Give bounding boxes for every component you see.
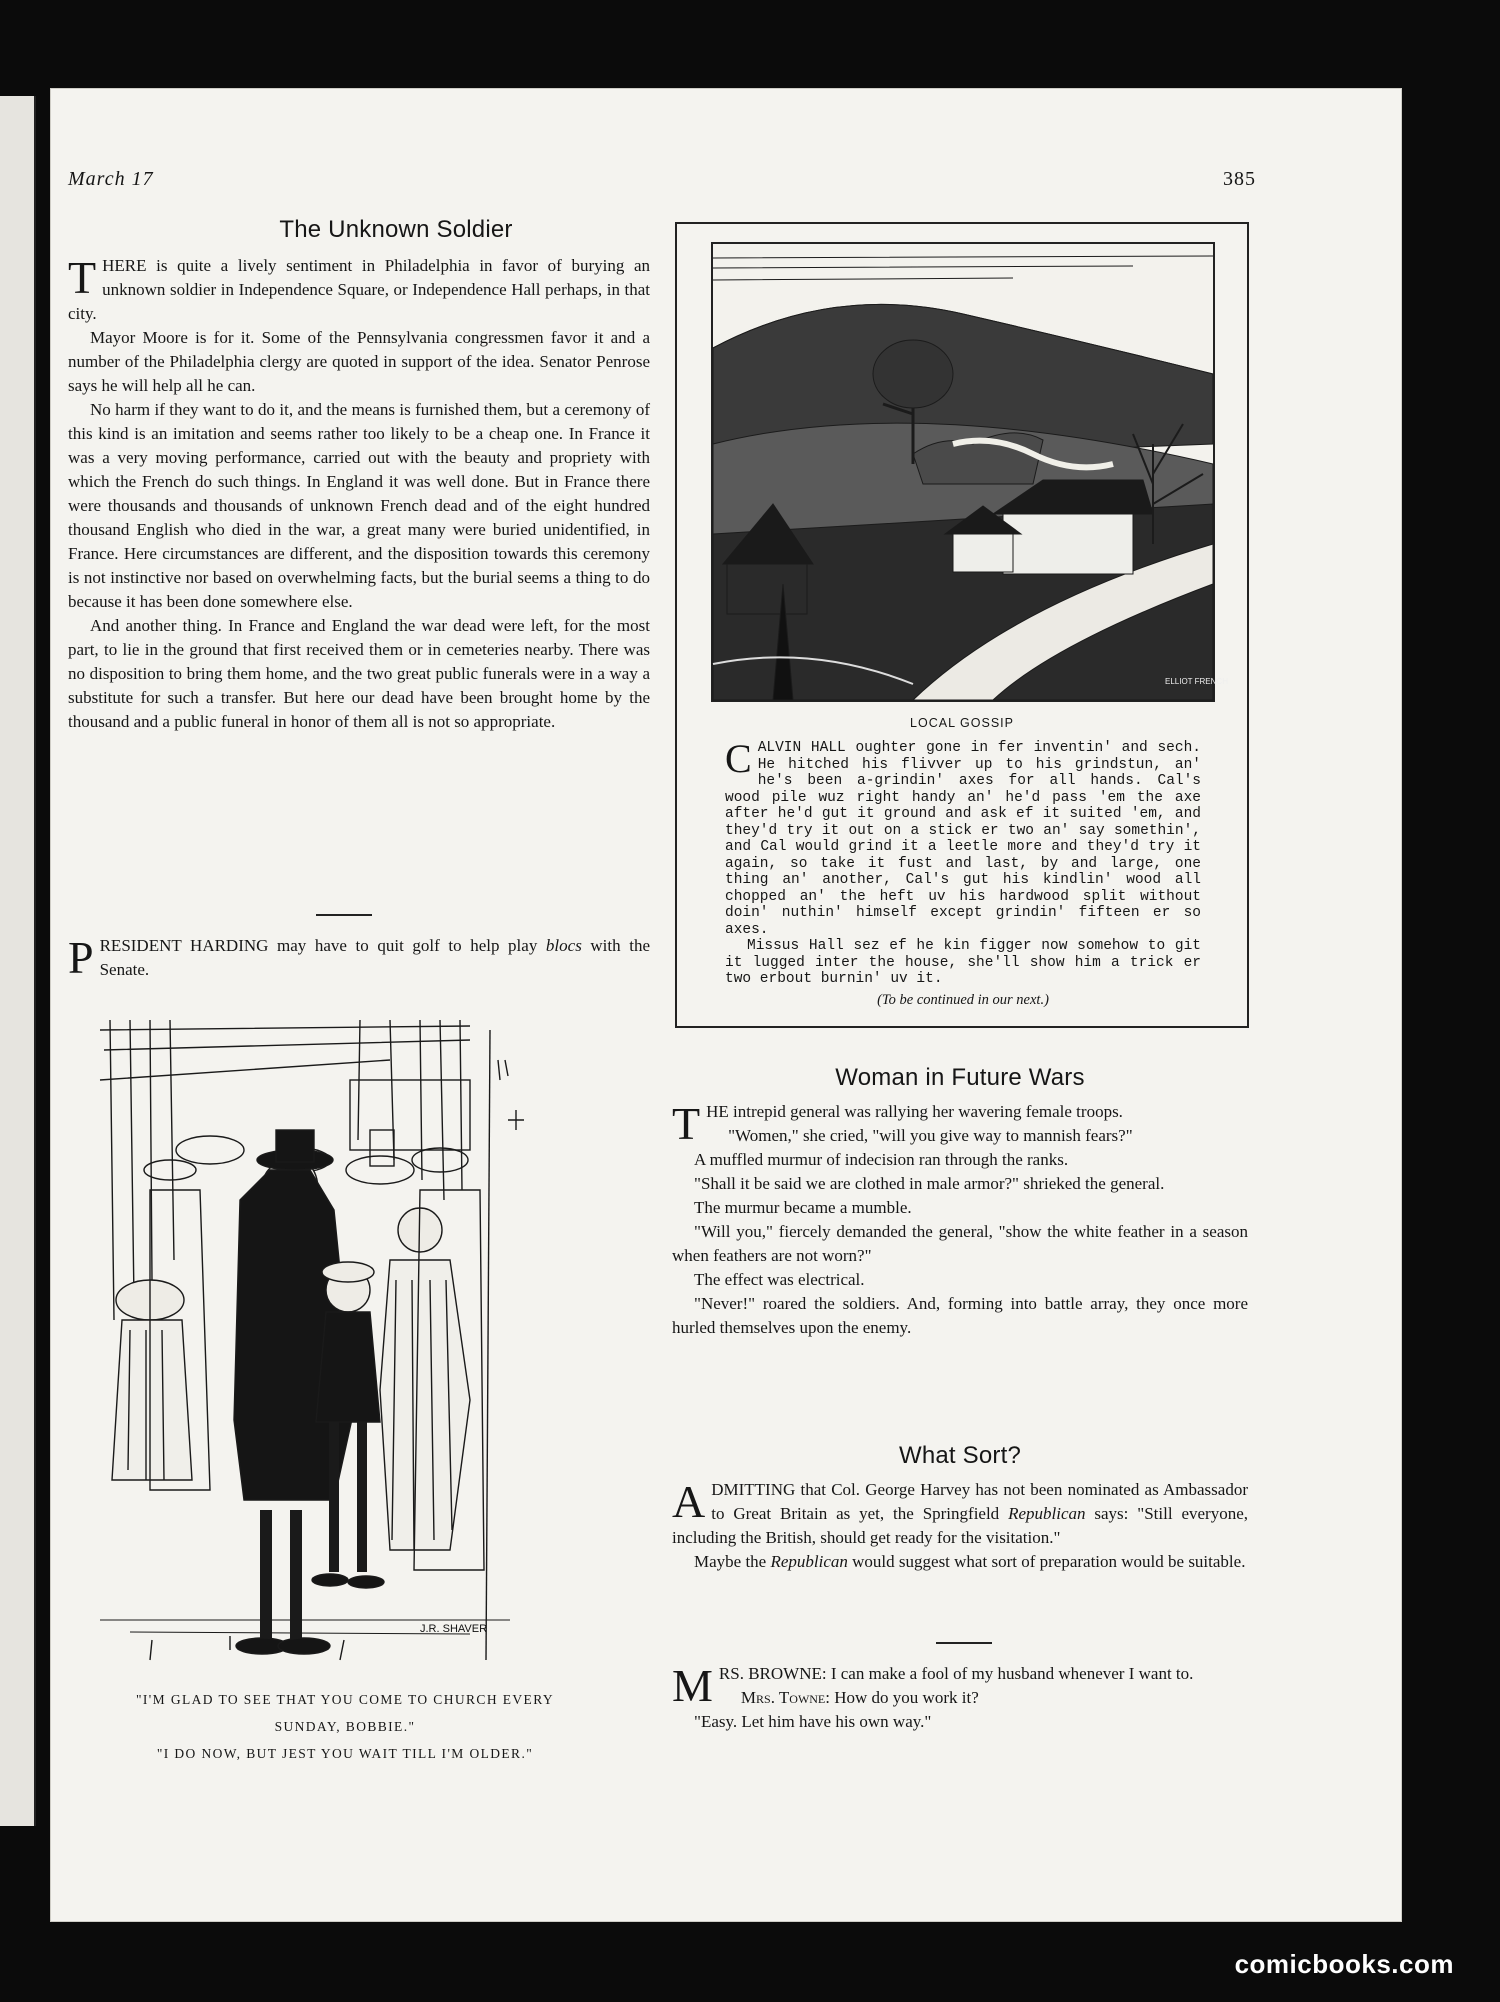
story-line: HE intrepid general was rallying her wavering female troops. — [706, 1102, 1123, 1121]
story-line: "Never!" roared the soldiers. And, forming into battle array, they once more hurled themselves upon the enemy. — [672, 1294, 1248, 1337]
dropcap-a: A — [672, 1476, 706, 1527]
what-sort-article — [672, 1478, 1248, 1574]
story-line: The murmur became a mumble. — [694, 1198, 912, 1217]
story-line: "Women," she cried, "will you give way to mannish fears?" — [728, 1126, 1133, 1145]
dropcap-p: P — [68, 932, 94, 983]
issue-date: March 17 — [68, 168, 154, 190]
what-sort-text: DMITTING that Col. George Harvey has not been nominated as Ambassador to Great Britain as yet, the Springfield — [711, 1480, 1248, 1523]
caption-line: "I'M GLAD TO SEE THAT YOU COME TO CHURCH EVERY — [136, 1692, 554, 1707]
landscape-illustration — [711, 242, 1228, 702]
newspaper-name: Republican — [770, 1552, 848, 1571]
harding-italic: blocs — [545, 936, 582, 955]
story-line: "Will you," fiercely demanded the general, "show the white feather in a season when feathers are not worn?" — [672, 1222, 1248, 1265]
caption-line: "I DO NOW, BUT JEST YOU WAIT TILL I'M OLDER." — [156, 1746, 534, 1761]
illustrator-signature: ELLIOT FRENCH — [1165, 677, 1228, 686]
story-line: A muffled murmur of indecision ran through the ranks. — [694, 1150, 1069, 1169]
dropcap-c: C — [725, 736, 752, 781]
woman-wars-title: Woman in Future Wars — [835, 1064, 1085, 1091]
cartoonist-signature: J.R. SHAVER — [420, 1623, 488, 1635]
article-paragraph: Mayor Moore is for it. Some of the Pennsylvania congressmen favor it and a number of the Philadelphia clergy are quoted in support of the idea. Senator Penrose says he will help all he can. — [68, 328, 650, 395]
what-sort-text: says: "Still everyone, including the British, should get ready for the visitation." — [672, 1504, 1248, 1547]
dropcap-m: M — [672, 1660, 713, 1711]
church-cartoon — [90, 1020, 594, 1658]
section-rule — [316, 914, 372, 916]
local-gossip-frame — [675, 222, 1249, 1028]
harding-text-end: with the Senate. — [99, 936, 650, 979]
dialogue-line: "Easy. Let him have his own way." — [694, 1712, 932, 1731]
dialogue-line: How do you work it? — [834, 1688, 979, 1707]
watermark: comicbooks.com — [1234, 1949, 1454, 1979]
newspaper-name: Republican — [1008, 1504, 1086, 1523]
gossip-paragraph: Missus Hall sez ef he kin figger now somehow to git it lugged inter the house, she'll show him a trick er two erbout burnin' uv it. — [725, 938, 1201, 987]
adjacent-page-edge — [0, 96, 36, 1826]
woman-wars-article — [672, 1100, 1248, 1340]
what-sort-text: Maybe the — [694, 1552, 767, 1571]
dropcap-t: T — [68, 252, 97, 303]
harding-item — [68, 934, 650, 982]
unknown-soldier-article — [68, 254, 650, 734]
speaker-name: Mrs. Towne: — [740, 1688, 830, 1707]
speaker-name: RS. BROWNE: — [718, 1664, 827, 1683]
dialogue-line: I can make a fool of my husband whenever I want to. — [830, 1664, 1194, 1683]
cartoon-drawing — [90, 1020, 594, 1658]
local-gossip-title: LOCAL GOSSIP — [910, 716, 1014, 730]
story-line: "Shall it be said we are clothed in male armor?" shrieked the general. — [694, 1174, 1165, 1193]
story-line: The effect was electrical. — [694, 1270, 865, 1289]
what-sort-title: What Sort? — [898, 1442, 1022, 1469]
browne-item — [672, 1662, 1248, 1734]
unknown-soldier-title: The Unknown Soldier — [279, 216, 513, 243]
dropcap-t-2: T — [672, 1098, 701, 1149]
continued-note: (To be continued in our next.) — [877, 991, 1049, 1008]
page-number: 385 — [1223, 168, 1256, 190]
harding-text: RESIDENT HARDING may have to quit golf to help play — [99, 936, 538, 955]
what-sort-text: would suggest what sort of preparation would be suitable. — [852, 1552, 1246, 1571]
article-paragraph: HERE is quite a lively sentiment in Philadelphia in favor of burying an unknown soldier in Independence Square, or Independence Hall perhaps, in that city. — [68, 256, 650, 323]
section-rule — [936, 1642, 992, 1644]
article-paragraph: And another thing. In France and England the war dead were left, for the most part, to lie in the ground that first received them or in cemeteries nearby. There was no disposition to bring them home, and the two great public funerals were in a way a substitute for such a transfer. But here our dead have been brought home by the thousand and a public funeral in honor of them all is not so appropriate. — [68, 616, 650, 731]
gossip-paragraph: ALVIN HALL oughter gone in fer inventin' and sech. He hitched his flivver up to his grindstun, an' he's been a-grindin' axes for all hands. Cal's wood pile wuz right handy an' he'd pass 'em the axe after he'd gut it ground and ask ef it suited 'em, and they'd try it out on a stick er two an' say somethin', and Cal would grind it a leetle more and they'd try it again, so take it fust and last, by and large, one thing an' another, Cal's gut his kindlin' wood all chopped an' the heft uv his hardwood split without doin' nuthin' himself except grindin' fifteen er so axes. — [725, 740, 1201, 938]
local-gossip-story — [725, 736, 1201, 1008]
cartoon-caption — [80, 1686, 610, 1767]
magazine-page — [50, 88, 1402, 1922]
article-paragraph: No harm if they want to do it, and the means is furnished them, but a ceremony of this kind is an imitation and seems rather too likely to be a cheap one. In France it was a very moving performance, carried out with the beauty and propriety with which the French do such things. In England it was well done. But in France there were thousands and thousands of unknown French dead and of the eight hundred thousand English who died in the war, a great many were buried unidentified, in France. Here circumstances are different, and the disposition towards this ceremony is not instinctive nor based on overwhelming facts, but the burial seems a thing to do because it has been done somewhere else. — [68, 400, 650, 611]
landscape-drawing — [713, 244, 1228, 700]
caption-line: SUNDAY, BOBBIE." — [274, 1719, 416, 1734]
